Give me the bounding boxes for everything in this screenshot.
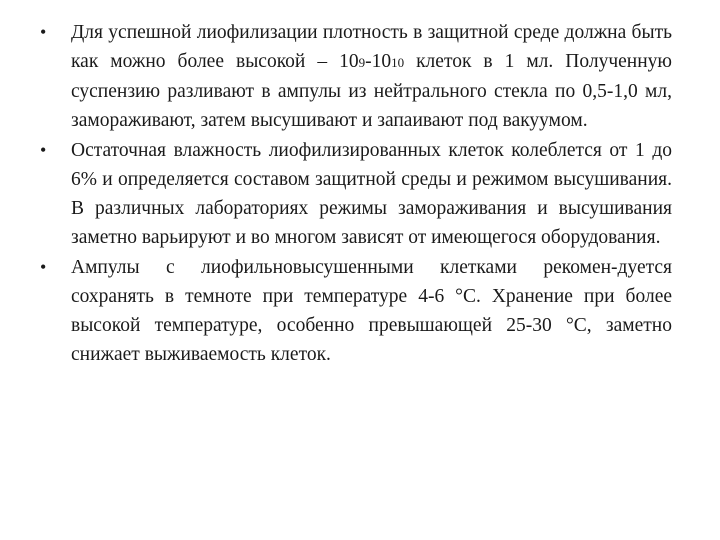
bullet-icon: • [40, 140, 47, 160]
bullet-icon: • [40, 22, 47, 42]
bullet-text-part: клеток в 1 мл. Полученную суспензию разливают в ампулы из нейтрального стекла по 0,5-1,0 мл, замораживают, затем высушивают и запаивают под вакуумом. [71, 51, 672, 131]
bullet-text-part: -10 [365, 51, 392, 72]
exponent-small: 10 [391, 55, 405, 70]
bullet-item-concentration [40, 18, 672, 135]
bullet-item-humidity [40, 136, 672, 252]
bullet-text: Ампулы с лиофильновысушенными клетками рекомен-дуется сохранять в темноте при температуре 4-6 °С. Хранение при более высокой температуре, особенно превышающей 25-30 °С, заметно снижает выживаемость клеток. [71, 257, 672, 365]
bullet-item-storage [40, 253, 672, 369]
bullet-list [40, 18, 672, 370]
bullet-icon: • [40, 257, 47, 277]
exponent-small: 9 [358, 55, 366, 70]
bullet-text-part: Для успешной лиофилизации плотность в защитной среде должна быть как можно более высокой – 10 [71, 22, 672, 72]
bullet-text: Остаточная влажность лиофилизированных клеток колеблется от 1 до 6% и определяется составом защитной среды и режимом высушивания. В различных лабораториях режимы замораживания и высушивания заметно варьируют и во многом зависят от имеющегося оборудования. [71, 140, 672, 248]
